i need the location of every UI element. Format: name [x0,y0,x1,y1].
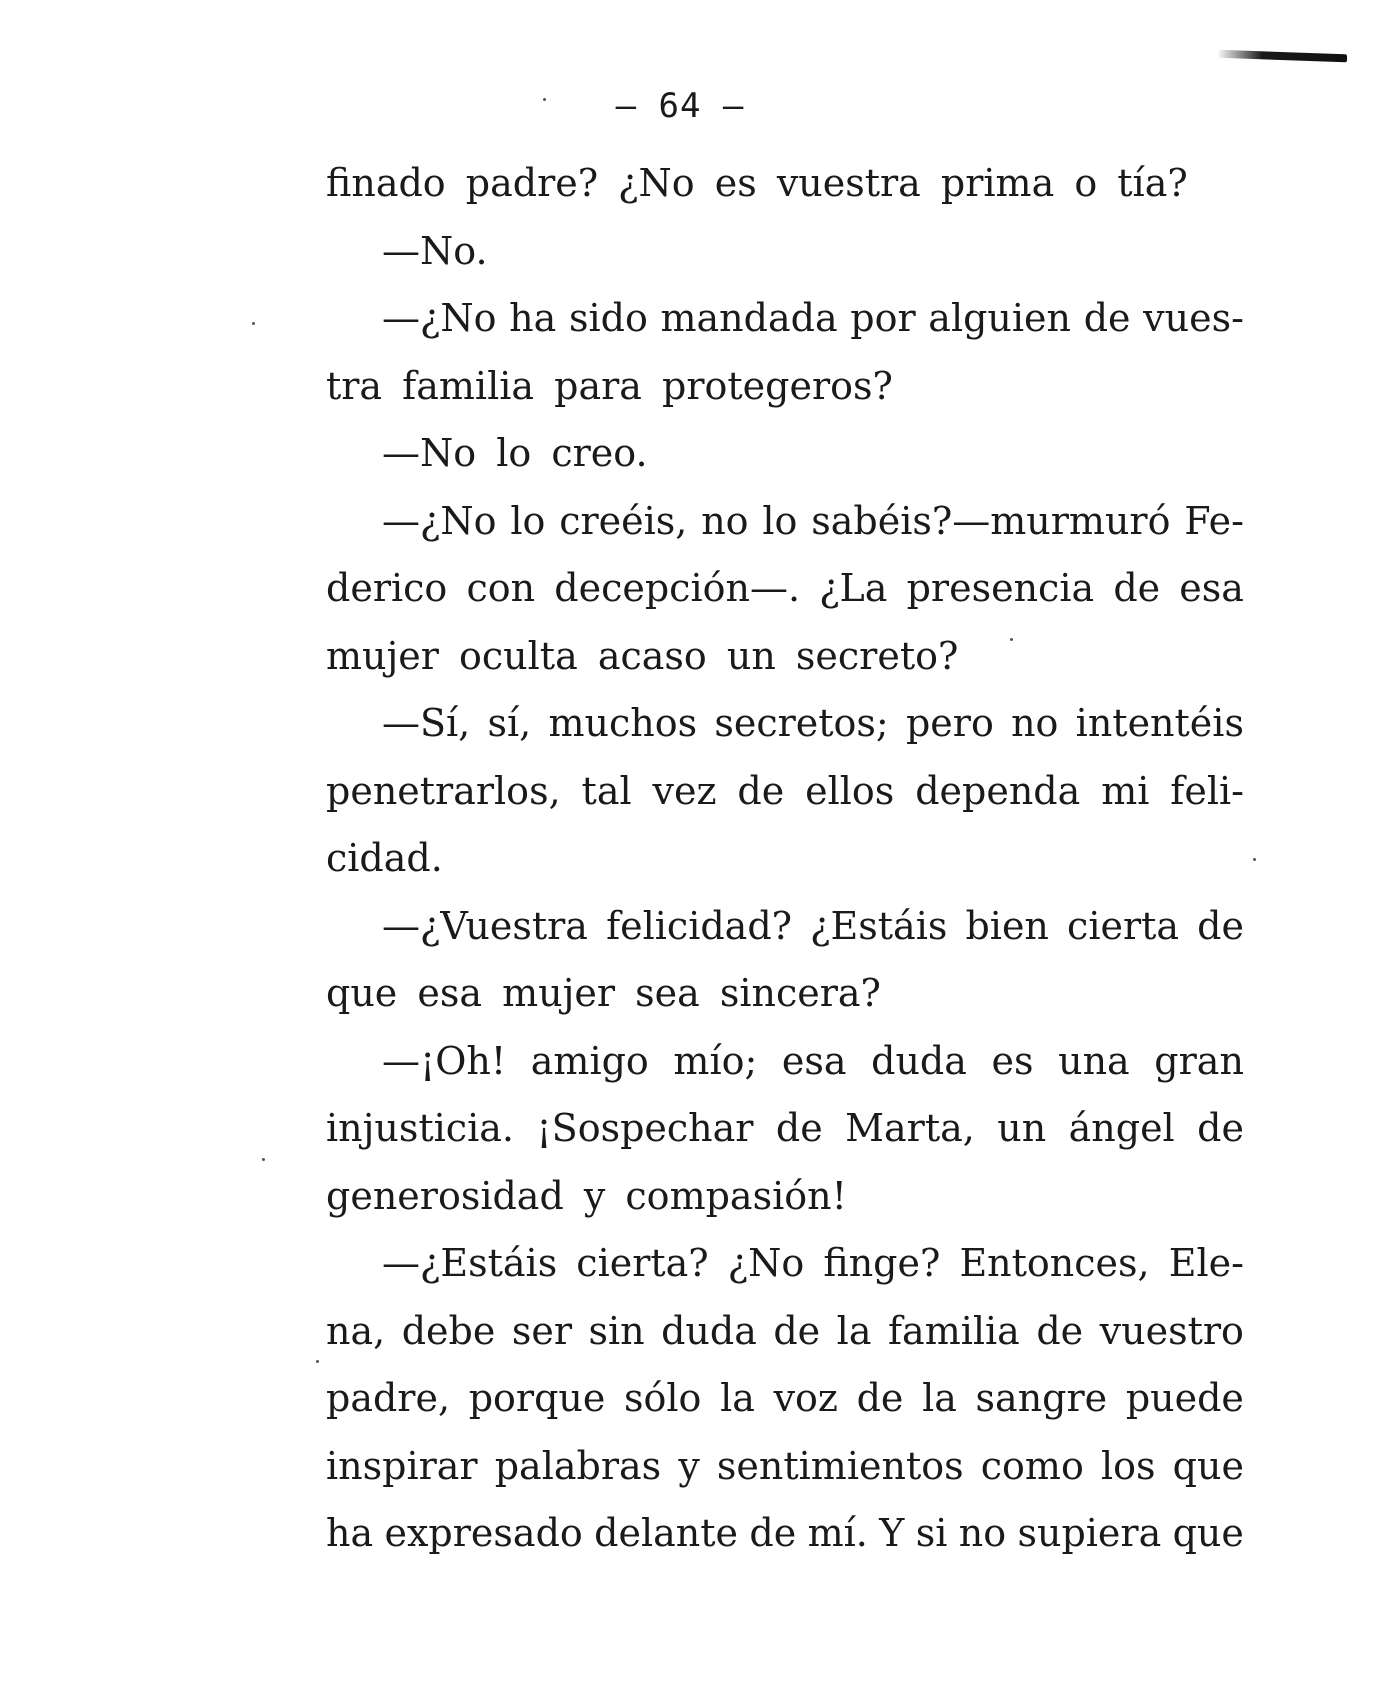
word: no [701,498,749,543]
word: inspirar [326,1443,478,1488]
word: finge? [823,1241,941,1285]
paper-speck [543,98,546,101]
word: —¡Oh! [382,1038,507,1083]
text-line [326,150,1244,218]
word: si [915,1511,948,1555]
word: penetrarlos, [326,768,561,813]
word: tal [581,768,632,813]
word: de [737,768,785,813]
word: ellos [805,768,895,813]
paper-speck [1253,858,1256,861]
word: sentimientos [716,1443,964,1488]
word: la [720,1376,755,1420]
text-line [326,758,1244,826]
text-line [326,690,1244,758]
word: —¿Estáis [382,1241,558,1285]
word: vuestro [1099,1308,1244,1353]
word: dependa [915,768,1081,813]
word: de [1036,1308,1084,1353]
page-number: — 64 — [615,86,745,126]
word: de [1083,296,1131,340]
word: sí, [487,701,532,745]
word: de [1197,903,1244,948]
paper-speck [262,1158,265,1161]
word: na, [326,1308,386,1353]
word: supiera [1017,1511,1162,1555]
word: con [466,566,536,610]
word: de [1197,1106,1244,1150]
word: —¿No [382,296,497,340]
text-line-content: que esa mujer sea sincera? [326,971,881,1015]
word: lo [762,498,798,543]
text-line [326,893,1244,961]
text-line [326,420,1244,488]
text-line-content: tra familia para protegeros? [326,363,893,408]
word: ¿Estáis [810,903,948,948]
word: la [836,1308,872,1353]
paper-speck [316,1360,319,1363]
text-line [326,1433,1244,1501]
body-text [326,150,1244,1568]
word: de [749,1511,797,1555]
text-line [326,353,1244,421]
word: de [775,1106,823,1150]
word: duda [661,1308,757,1353]
text-line-content: generosidad y compasión! [326,1173,847,1218]
word: un [997,1106,1047,1150]
text-line [326,1095,1244,1163]
word: ha [326,1511,374,1555]
text-line [326,1500,1244,1568]
word: muchos [548,701,698,745]
word: expresado [384,1511,583,1555]
word: delante [594,1511,739,1555]
word: felicidad? [606,903,793,948]
word: secretos; [714,701,889,745]
word: gran [1154,1038,1244,1083]
word: no [1011,701,1059,745]
word: injusticia. [326,1106,514,1150]
word: —¿Vuestra [382,903,588,948]
word: ha [509,296,557,340]
word: que [1172,1443,1244,1488]
word: Y [879,1511,905,1555]
word: sabéis?—murmuró [811,498,1171,543]
text-line [326,960,1244,1028]
word: ¿No [727,1241,805,1285]
word: ser [511,1308,572,1353]
text-line [326,285,1244,353]
word: intentéis [1075,701,1244,745]
text-line-content: mujer oculta acaso un secreto? [326,633,959,678]
word: vues- [1143,296,1244,340]
word: sangre [975,1376,1108,1420]
word: de [1113,566,1161,610]
word: Ele- [1168,1241,1244,1285]
word: voz [773,1376,838,1420]
word: sólo [624,1376,702,1420]
word: ángel [1068,1106,1175,1150]
word: mandada [660,296,838,340]
text-line [326,218,1244,286]
text-line [326,1230,1244,1298]
word: de [856,1376,904,1420]
word: amigo [530,1038,649,1083]
word: que [1172,1511,1244,1555]
word: esa [781,1038,847,1083]
word: pero [905,701,994,745]
word: Entonces, [959,1241,1150,1285]
word: —Sí, [382,701,471,745]
word: vez [652,768,717,813]
text-line-content: finado padre? ¿No es vuestra prima o tía? [326,161,1188,205]
word: presencia [906,566,1095,610]
word: debe [401,1308,496,1353]
text-line [326,1028,1244,1096]
text-line [326,1163,1244,1231]
word: y [678,1443,700,1488]
word: feli- [1170,768,1244,813]
word: ¡Sospechar [536,1106,754,1150]
word: alguien [928,296,1072,340]
word: creéis, [559,498,688,543]
word: porque [468,1376,606,1420]
text-line-content: —No lo creo. [382,431,648,475]
word: cierta? [576,1241,709,1285]
word: mí. [807,1511,868,1555]
text-line [326,1298,1244,1366]
word: sido [568,296,648,340]
word: es [991,1038,1034,1083]
paper-speck [1010,638,1013,641]
word: mío; [673,1038,758,1083]
word: esa [1179,566,1244,610]
text-line [326,1365,1244,1433]
word: familia [887,1308,1020,1353]
text-line [326,825,1244,893]
word: no [958,1511,1007,1555]
text-line [326,488,1244,556]
word: duda [871,1038,967,1083]
paper-speck [252,322,255,325]
page-edge-shadow [1217,50,1347,63]
word: ¿La [819,566,888,610]
word: sin [588,1308,645,1353]
word: Marta, [845,1106,975,1150]
word: bien [965,903,1049,948]
word: decepción—. [554,566,801,610]
word: la [922,1376,957,1420]
text-line-content: cidad. [326,836,443,880]
word: —¿No [382,498,497,543]
word: palabras [494,1443,662,1488]
text-line [326,623,1244,691]
word: de [773,1308,821,1353]
word: como [980,1443,1084,1488]
text-line [326,555,1244,623]
word: lo [510,498,546,543]
word: Fe- [1184,498,1244,543]
word: cierta [1067,903,1180,948]
word: puede [1125,1376,1244,1420]
text-line-content: —No. [382,228,488,273]
word: mi [1101,768,1150,813]
word: derico [326,566,448,610]
word: padre, [326,1376,451,1420]
word: los [1100,1443,1156,1488]
word: una [1058,1038,1130,1083]
word: por [850,296,916,340]
